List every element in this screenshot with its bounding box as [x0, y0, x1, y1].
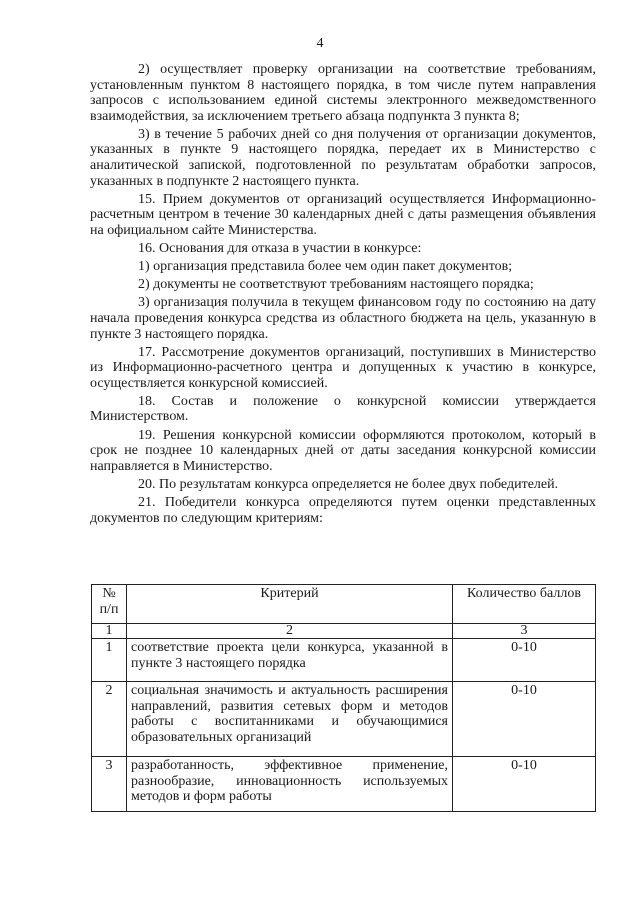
page-number: 4 — [316, 36, 324, 51]
row-score: 0-10 — [453, 639, 596, 682]
row-number: 3 — [92, 757, 127, 812]
paragraph: 18. Состав и положение о конкурсной комиссии утверждается Министерством. — [90, 393, 596, 425]
row-criterion: социальная значимость и актуальность расширения направлений, развития сетевых форм и методов работы с воспитанниками и обучающимися образовательных организаций — [127, 682, 453, 757]
index-cell: 1 — [92, 624, 127, 639]
paragraph: 15. Прием документов от организаций осуществляется Информационно-расчетным центром в течение 30 календарных дней с даты размещения объявления на официальном сайте Министерства. — [90, 191, 596, 238]
row-criterion: соответствие проекта цели конкурса, указанной в пункте 3 настоящего порядка — [127, 639, 453, 682]
row-score: 0-10 — [453, 682, 596, 757]
document-body — [90, 62, 596, 529]
paragraph: 2) осуществляет проверку организации на соответствие требованиям, установленным пунктом 8 настоящего порядка, в том числе путем направления запросов с использованием единой системы электронного межведомственного взаимодействия, за исключением третьего абзаца подпункта 3 пункта 8; — [90, 62, 596, 124]
paragraph: 1) организация представила более чем один пакет документов; — [138, 259, 513, 275]
row-number: 1 — [92, 639, 127, 682]
table-header-row — [92, 585, 596, 624]
paragraph: 19. Решения конкурсной комиссии оформляются протоколом, который в срок не позднее 10 календарных дней от даты заседания конкурсной комиссии направляется в Министерство. — [90, 427, 596, 474]
header-number: № п/п — [92, 585, 127, 624]
criteria-table — [91, 584, 596, 812]
header-score: Количество баллов — [453, 585, 596, 624]
row-score: 0-10 — [453, 757, 596, 812]
paragraph: 2) документы не соответствуют требованиям настоящего порядка; — [138, 277, 534, 293]
paragraph: 16. Основания для отказа в участии в конкурсе: — [138, 241, 422, 257]
paragraph: 3) в течение 5 рабочих дней со дня получения от организации документов, указанных в пункте 9 настоящего порядка, передает их в Министерство с аналитической запиской, подготовленной по результатам обработки запросов, указанных в подпункте 2 настоящего пункта. — [90, 126, 596, 189]
table-index-row — [92, 624, 596, 639]
index-cell: 3 — [453, 624, 596, 639]
paragraph: 21. Победители конкурса определяются путем оценки представленных документов по следующим критериям: — [90, 494, 596, 526]
row-criterion: разработанность, эффективное применение, разнообразие, инновационность используемых методов и форм работы — [127, 757, 453, 812]
table-row — [92, 757, 596, 812]
paragraph: 3) организация получила в текущем финансовом году по состоянию на дату начала проведения конкурса средства из областного бюджета на цель, указанную в пункте 3 настоящего порядка. — [90, 295, 596, 342]
header-criterion: Критерий — [127, 585, 453, 624]
table-row — [92, 639, 596, 682]
paragraph: 17. Рассмотрение документов организаций, поступивших в Министерство из Информационно-расчетного центра и допущенных к участию в конкурсе, осуществляется конкурсной комиссией. — [90, 344, 596, 391]
table-row — [92, 682, 596, 757]
row-number: 2 — [92, 682, 127, 757]
paragraph: 20. По результатам конкурса определяется не более двух победителей. — [138, 476, 559, 492]
index-cell: 2 — [127, 624, 453, 639]
